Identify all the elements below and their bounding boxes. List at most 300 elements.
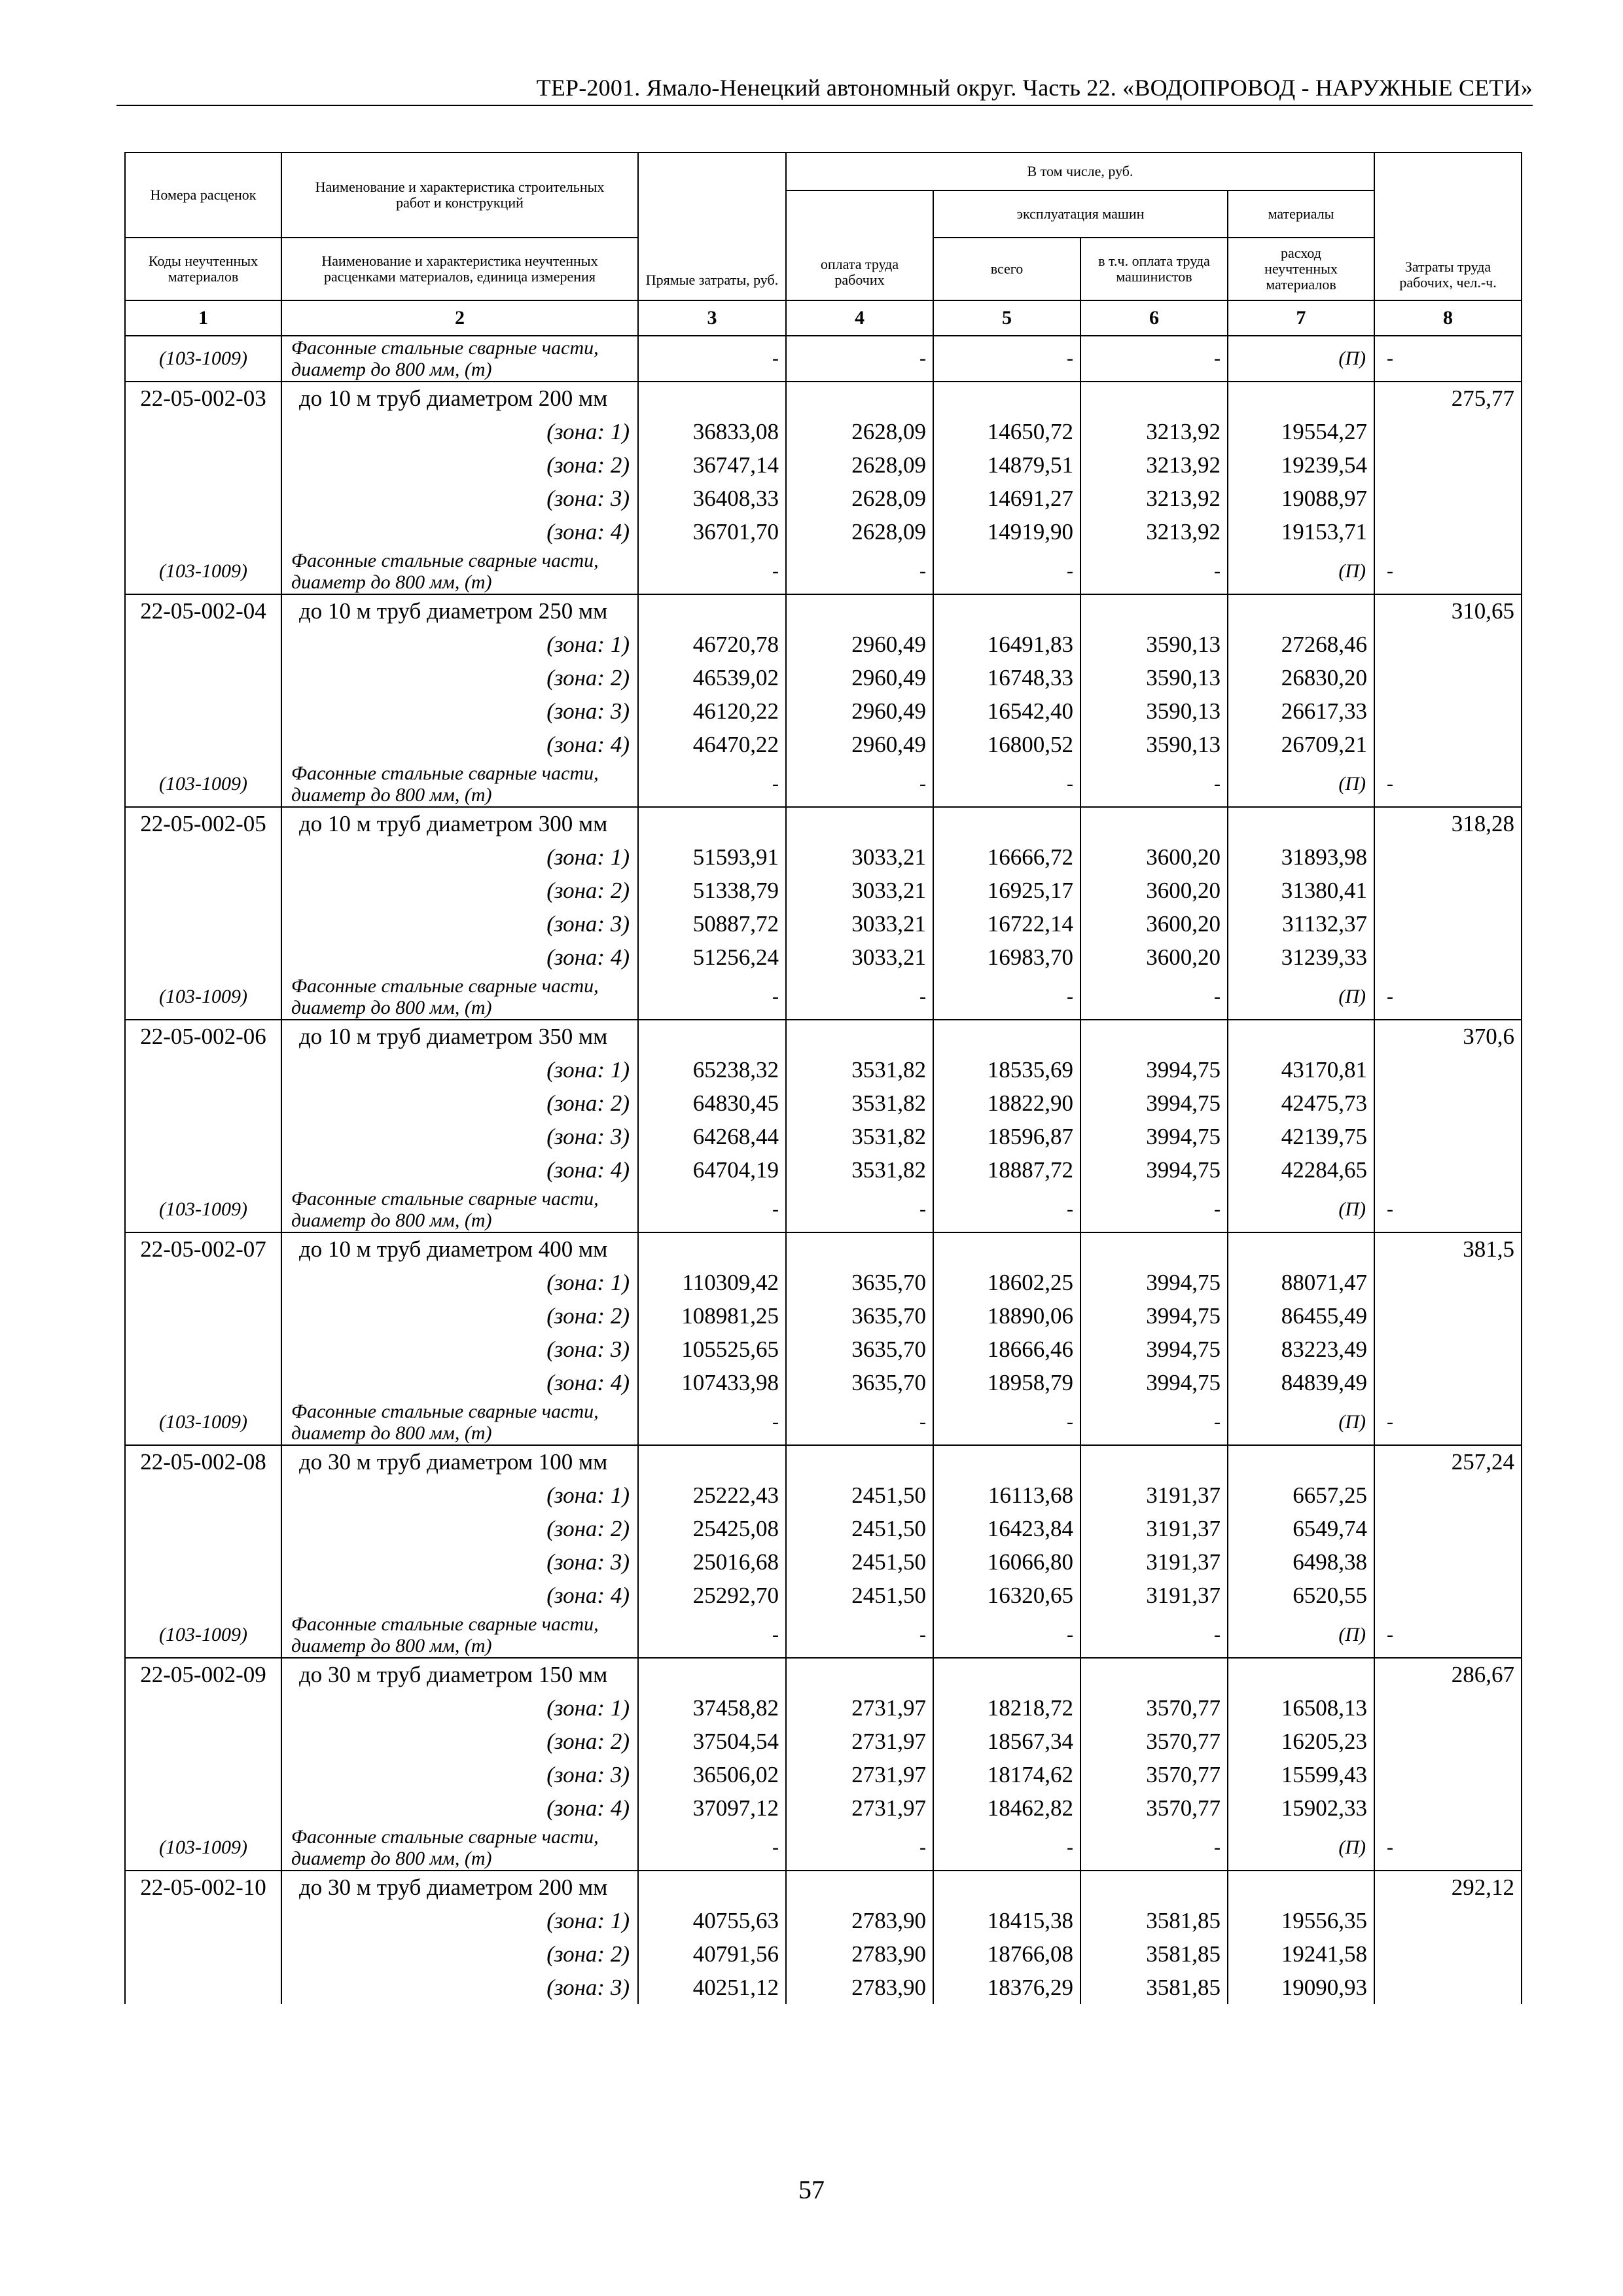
materials-cost: 6657,25 — [1228, 1479, 1374, 1512]
empty-cell — [1080, 1232, 1228, 1266]
wages-cost: 2960,49 — [786, 694, 933, 728]
machines-cost: 16542,40 — [933, 694, 1080, 728]
empty-cell — [1374, 874, 1522, 907]
zone-label: (зона: 1) — [281, 628, 638, 661]
empty-cell — [1374, 1479, 1522, 1512]
header-group-materials: материалы — [1228, 190, 1374, 238]
machinists-cost: 3590,13 — [1080, 694, 1228, 728]
empty-cell — [125, 1579, 281, 1612]
wages-cost: 3635,70 — [786, 1299, 933, 1333]
zone-row — [125, 941, 1522, 974]
machines-cost: 18958,79 — [933, 1366, 1080, 1399]
unaccounted-code: (103-1009) — [125, 1825, 281, 1871]
empty-cell — [125, 1937, 281, 1971]
zone-label: (зона: 2) — [281, 1937, 638, 1971]
direct-cost: 37504,54 — [638, 1725, 786, 1758]
header-col3: Прямые затраты, руб. — [638, 152, 786, 300]
direct-cost: 46470,22 — [638, 728, 786, 761]
zone-row — [125, 1971, 1522, 2004]
empty-cell — [125, 515, 281, 548]
empty-cell — [125, 661, 281, 694]
empty-cell — [1374, 1299, 1522, 1333]
machinists-cost: 3590,13 — [1080, 728, 1228, 761]
zone-row — [125, 874, 1522, 907]
machinists-cost: 3213,92 — [1080, 515, 1228, 548]
materials-cost: 83223,49 — [1228, 1333, 1374, 1366]
dash-cell: - — [786, 1187, 933, 1232]
rate-name: до 30 м труб диаметром 150 мм — [281, 1658, 638, 1691]
unaccounted-name: Фасонные стальные сварные части, диаметр до 800 мм, (т) — [281, 548, 638, 594]
direct-cost: 64830,45 — [638, 1086, 786, 1120]
materials-cost: 6520,55 — [1228, 1579, 1374, 1612]
materials-cost: 19241,58 — [1228, 1937, 1374, 1971]
empty-cell — [638, 1020, 786, 1053]
rate-title-row — [125, 1658, 1522, 1691]
zone-label: (зона: 2) — [281, 874, 638, 907]
materials-cost: 84839,49 — [1228, 1366, 1374, 1399]
empty-cell — [786, 382, 933, 415]
direct-cost: 51256,24 — [638, 941, 786, 974]
direct-cost: 51338,79 — [638, 874, 786, 907]
zone-label: (зона: 1) — [281, 1266, 638, 1299]
header-col1-bottom: Коды неучтенных материалов — [125, 238, 281, 300]
zone-row — [125, 1579, 1522, 1612]
materials-cost: 31893,98 — [1228, 840, 1374, 874]
direct-cost: 108981,25 — [638, 1299, 786, 1333]
zone-row — [125, 840, 1522, 874]
machinists-cost: 3994,75 — [1080, 1299, 1228, 1333]
dash-cell: - — [638, 1399, 786, 1445]
wages-cost: 2451,50 — [786, 1479, 933, 1512]
empty-cell — [125, 1053, 281, 1086]
empty-cell — [1228, 382, 1374, 415]
zone-label: (зона: 1) — [281, 840, 638, 874]
unaccounted-name: Фасонные стальные сварные части, диаметр до 800 мм, (т) — [281, 336, 638, 382]
empty-cell — [1374, 1791, 1522, 1825]
rate-title-row — [125, 1020, 1522, 1053]
empty-cell — [125, 1333, 281, 1366]
unaccounted-code: (103-1009) — [125, 548, 281, 594]
unaccounted-material-row — [125, 1187, 1522, 1232]
rate-code: 22-05-002-06 — [125, 1020, 281, 1053]
wages-cost: 2451,50 — [786, 1512, 933, 1545]
dash-cell: - — [786, 336, 933, 382]
machinists-cost: 3581,85 — [1080, 1904, 1228, 1937]
empty-cell — [1374, 840, 1522, 874]
zone-label: (зона: 4) — [281, 1791, 638, 1825]
empty-cell — [786, 1445, 933, 1479]
empty-cell — [1374, 1266, 1522, 1299]
dash-cell: - — [786, 1399, 933, 1445]
unaccounted-material-row — [125, 1612, 1522, 1658]
unaccounted-material-row — [125, 1399, 1522, 1445]
machines-cost: 18174,62 — [933, 1758, 1080, 1791]
labor-cost: 310,65 — [1374, 594, 1522, 628]
zone-row — [125, 661, 1522, 694]
materials-cost: 19153,71 — [1228, 515, 1374, 548]
empty-cell — [1374, 1086, 1522, 1120]
machines-cost: 18218,72 — [933, 1691, 1080, 1725]
empty-cell — [1080, 594, 1228, 628]
empty-cell — [1228, 1658, 1374, 1691]
wages-cost: 2783,90 — [786, 1937, 933, 1971]
machines-cost: 18462,82 — [933, 1791, 1080, 1825]
zone-row — [125, 1266, 1522, 1299]
unaccounted-material-row — [125, 761, 1522, 807]
machinists-cost: 3600,20 — [1080, 941, 1228, 974]
unaccounted-name: Фасонные стальные сварные части, диаметр до 800 мм, (т) — [281, 974, 638, 1020]
machines-cost: 14691,27 — [933, 482, 1080, 515]
wages-cost: 3033,21 — [786, 907, 933, 941]
empty-cell — [1228, 594, 1374, 628]
zone-row — [125, 1545, 1522, 1579]
zone-row — [125, 1299, 1522, 1333]
wages-cost: 3531,82 — [786, 1086, 933, 1120]
header-col8: Затраты труда рабочих, чел.-ч. — [1374, 152, 1522, 300]
zone-label: (зона: 3) — [281, 482, 638, 515]
wages-cost: 2628,09 — [786, 448, 933, 482]
wages-cost: 3033,21 — [786, 941, 933, 974]
wages-cost: 2451,50 — [786, 1545, 933, 1579]
labor-cost: 318,28 — [1374, 807, 1522, 840]
empty-cell — [1374, 661, 1522, 694]
dash-cell: - — [1080, 1187, 1228, 1232]
materials-cost: 26617,33 — [1228, 694, 1374, 728]
dash-cell: - — [638, 336, 786, 382]
empty-cell — [125, 1366, 281, 1399]
dash-cell: - — [786, 548, 933, 594]
rate-name: до 10 м труб диаметром 300 мм — [281, 807, 638, 840]
empty-cell — [933, 1020, 1080, 1053]
rate-title-row — [125, 1871, 1522, 1904]
machines-cost: 16722,14 — [933, 907, 1080, 941]
wages-cost: 2960,49 — [786, 661, 933, 694]
empty-cell — [1080, 1871, 1228, 1904]
empty-cell — [933, 382, 1080, 415]
direct-cost: 25292,70 — [638, 1579, 786, 1612]
dash-cell: - — [933, 548, 1080, 594]
unaccounted-material-row — [125, 974, 1522, 1020]
unaccounted-material-row — [125, 548, 1522, 594]
unaccounted-code: (103-1009) — [125, 1612, 281, 1658]
column-number: 8 — [1374, 300, 1522, 336]
empty-cell — [1228, 1445, 1374, 1479]
empty-cell — [125, 1512, 281, 1545]
dash-cell: - — [933, 1399, 1080, 1445]
header-col2-top: Наименование и характеристика строительных работ и конструкций — [281, 152, 638, 238]
empty-cell — [125, 1479, 281, 1512]
rate-code: 22-05-002-09 — [125, 1658, 281, 1691]
machines-cost: 16320,65 — [933, 1579, 1080, 1612]
zone-label: (зона: 2) — [281, 1725, 638, 1758]
machinists-cost: 3994,75 — [1080, 1153, 1228, 1187]
direct-cost: 37097,12 — [638, 1791, 786, 1825]
unaccounted-name: Фасонные стальные сварные части, диаметр до 800 мм, (т) — [281, 1612, 638, 1658]
zone-row — [125, 482, 1522, 515]
zone-label: (зона: 2) — [281, 448, 638, 482]
empty-cell — [1374, 628, 1522, 661]
wages-cost: 3531,82 — [786, 1120, 933, 1153]
zone-label: (зона: 3) — [281, 1758, 638, 1791]
dash-cell: - — [638, 761, 786, 807]
zone-row — [125, 1512, 1522, 1545]
zone-label: (зона: 1) — [281, 1053, 638, 1086]
machinists-cost: 3191,37 — [1080, 1479, 1228, 1512]
machinists-cost: 3191,37 — [1080, 1545, 1228, 1579]
empty-cell — [125, 1725, 281, 1758]
empty-cell — [125, 1758, 281, 1791]
empty-cell — [1374, 1937, 1522, 1971]
wages-cost: 3033,21 — [786, 840, 933, 874]
empty-cell — [786, 1658, 933, 1691]
empty-cell — [1080, 382, 1228, 415]
dash-cell: - — [1080, 336, 1228, 382]
empty-cell — [125, 907, 281, 941]
direct-cost: 50887,72 — [638, 907, 786, 941]
empty-cell — [125, 628, 281, 661]
empty-cell — [1374, 941, 1522, 974]
rate-name: до 10 м труб диаметром 400 мм — [281, 1232, 638, 1266]
machines-cost: 16925,17 — [933, 874, 1080, 907]
empty-cell — [1374, 1366, 1522, 1399]
materials-cost: 88071,47 — [1228, 1266, 1374, 1299]
empty-cell — [1374, 1691, 1522, 1725]
unit-cell: (П) — [1228, 1612, 1374, 1658]
materials-cost: 42284,65 — [1228, 1153, 1374, 1187]
direct-cost: 40791,56 — [638, 1937, 786, 1971]
zone-row — [125, 694, 1522, 728]
empty-cell — [1374, 1758, 1522, 1791]
rate-code: 22-05-002-08 — [125, 1445, 281, 1479]
machinists-cost: 3590,13 — [1080, 661, 1228, 694]
column-number: 6 — [1080, 300, 1228, 336]
machines-cost: 18887,72 — [933, 1153, 1080, 1187]
zone-label: (зона: 3) — [281, 1120, 638, 1153]
zone-row — [125, 1333, 1522, 1366]
direct-cost: 64704,19 — [638, 1153, 786, 1187]
zone-row — [125, 515, 1522, 548]
empty-cell — [1374, 1053, 1522, 1086]
empty-cell — [1374, 1545, 1522, 1579]
empty-cell — [933, 1445, 1080, 1479]
empty-cell — [638, 807, 786, 840]
labor-cost: 275,77 — [1374, 382, 1522, 415]
dash-cell: - — [1374, 1612, 1522, 1658]
zone-row — [125, 415, 1522, 448]
empty-cell — [125, 1299, 281, 1333]
machinists-cost: 3600,20 — [1080, 840, 1228, 874]
materials-cost: 42475,73 — [1228, 1086, 1374, 1120]
wages-cost: 3531,82 — [786, 1053, 933, 1086]
empty-cell — [1374, 907, 1522, 941]
materials-cost: 19554,27 — [1228, 415, 1374, 448]
materials-cost: 31380,41 — [1228, 874, 1374, 907]
empty-cell — [638, 594, 786, 628]
column-number: 3 — [638, 300, 786, 336]
empty-cell — [125, 1266, 281, 1299]
dash-cell: - — [1080, 761, 1228, 807]
dash-cell: - — [638, 974, 786, 1020]
direct-cost: 36833,08 — [638, 415, 786, 448]
zone-label: (зона: 2) — [281, 1299, 638, 1333]
machinists-cost: 3994,75 — [1080, 1333, 1228, 1366]
zone-label: (зона: 4) — [281, 1579, 638, 1612]
wages-cost: 2783,90 — [786, 1904, 933, 1937]
direct-cost: 51593,91 — [638, 840, 786, 874]
materials-cost: 43170,81 — [1228, 1053, 1374, 1086]
direct-cost: 36747,14 — [638, 448, 786, 482]
rate-name: до 30 м труб диаметром 100 мм — [281, 1445, 638, 1479]
table-body — [125, 336, 1522, 2004]
empty-cell — [125, 941, 281, 974]
materials-cost: 19239,54 — [1228, 448, 1374, 482]
zone-row — [125, 1086, 1522, 1120]
zone-label: (зона: 2) — [281, 661, 638, 694]
empty-cell — [1080, 1020, 1228, 1053]
empty-cell — [1374, 1333, 1522, 1366]
dash-cell: - — [638, 548, 786, 594]
header-rule — [116, 105, 1533, 106]
dash-cell: - — [786, 761, 933, 807]
zone-row — [125, 1758, 1522, 1791]
wages-cost: 2628,09 — [786, 515, 933, 548]
machines-cost: 18567,34 — [933, 1725, 1080, 1758]
unaccounted-code: (103-1009) — [125, 1187, 281, 1232]
machinists-cost: 3581,85 — [1080, 1971, 1228, 2004]
machinists-cost: 3570,77 — [1080, 1725, 1228, 1758]
header-group-incl: В том числе, руб. — [786, 152, 1374, 190]
direct-cost: 65238,32 — [638, 1053, 786, 1086]
column-number: 1 — [125, 300, 281, 336]
rate-title-row — [125, 382, 1522, 415]
empty-cell — [125, 840, 281, 874]
unit-cell: (П) — [1228, 761, 1374, 807]
empty-cell — [125, 1691, 281, 1725]
zone-label: (зона: 4) — [281, 515, 638, 548]
machines-cost: 16983,70 — [933, 941, 1080, 974]
empty-cell — [1374, 415, 1522, 448]
machines-cost: 16423,84 — [933, 1512, 1080, 1545]
dash-cell: - — [786, 1825, 933, 1871]
header-col2-bottom: Наименование и характеристика неучтенных расценками материалов, единица измерения — [281, 238, 638, 300]
machinists-cost: 3590,13 — [1080, 628, 1228, 661]
direct-cost: 36408,33 — [638, 482, 786, 515]
zone-label: (зона: 3) — [281, 907, 638, 941]
machinists-cost: 3581,85 — [1080, 1937, 1228, 1971]
dash-cell: - — [933, 1825, 1080, 1871]
materials-cost: 16508,13 — [1228, 1691, 1374, 1725]
empty-cell — [1228, 1871, 1374, 1904]
dash-cell: - — [638, 1612, 786, 1658]
zone-label: (зона: 4) — [281, 1153, 638, 1187]
zone-row — [125, 628, 1522, 661]
wages-cost: 2960,49 — [786, 728, 933, 761]
zone-row — [125, 1791, 1522, 1825]
zone-label: (зона: 2) — [281, 1086, 638, 1120]
direct-cost: 46720,78 — [638, 628, 786, 661]
empty-cell — [1374, 1120, 1522, 1153]
machines-cost: 16748,33 — [933, 661, 1080, 694]
empty-cell — [1228, 807, 1374, 840]
empty-cell — [638, 1445, 786, 1479]
direct-cost: 37458,82 — [638, 1691, 786, 1725]
empty-cell — [933, 807, 1080, 840]
machinists-cost: 3600,20 — [1080, 874, 1228, 907]
rate-title-row — [125, 1232, 1522, 1266]
direct-cost: 46539,02 — [638, 661, 786, 694]
machines-cost: 16800,52 — [933, 728, 1080, 761]
materials-cost: 15902,33 — [1228, 1791, 1374, 1825]
wages-cost: 2451,50 — [786, 1579, 933, 1612]
empty-cell — [125, 448, 281, 482]
unaccounted-code: (103-1009) — [125, 761, 281, 807]
rate-code: 22-05-002-07 — [125, 1232, 281, 1266]
zone-label: (зона: 3) — [281, 694, 638, 728]
empty-cell — [1228, 1020, 1374, 1053]
empty-cell — [786, 1871, 933, 1904]
direct-cost: 40755,63 — [638, 1904, 786, 1937]
dash-cell: - — [933, 974, 1080, 1020]
empty-cell — [638, 1232, 786, 1266]
unit-cell: (П) — [1228, 1399, 1374, 1445]
empty-cell — [933, 1658, 1080, 1691]
column-number: 4 — [786, 300, 933, 336]
empty-cell — [125, 1545, 281, 1579]
zone-label: (зона: 4) — [281, 1366, 638, 1399]
zone-row — [125, 1479, 1522, 1512]
dash-cell: - — [1374, 974, 1522, 1020]
empty-cell — [1374, 1153, 1522, 1187]
empty-cell — [933, 594, 1080, 628]
materials-cost: 27268,46 — [1228, 628, 1374, 661]
unaccounted-code: (103-1009) — [125, 974, 281, 1020]
rate-code: 22-05-002-04 — [125, 594, 281, 628]
zone-label: (зона: 4) — [281, 728, 638, 761]
empty-cell — [1374, 694, 1522, 728]
direct-cost: 25016,68 — [638, 1545, 786, 1579]
zone-label: (зона: 1) — [281, 1904, 638, 1937]
empty-cell — [1080, 1445, 1228, 1479]
machinists-cost: 3570,77 — [1080, 1758, 1228, 1791]
direct-cost: 36701,70 — [638, 515, 786, 548]
rate-title-row — [125, 1445, 1522, 1479]
empty-cell — [1374, 1512, 1522, 1545]
machinists-cost: 3600,20 — [1080, 907, 1228, 941]
zone-row — [125, 1691, 1522, 1725]
wages-cost: 3635,70 — [786, 1266, 933, 1299]
wages-cost: 3531,82 — [786, 1153, 933, 1187]
dash-cell: - — [638, 1825, 786, 1871]
empty-cell — [1374, 515, 1522, 548]
empty-cell — [125, 482, 281, 515]
materials-cost: 6549,74 — [1228, 1512, 1374, 1545]
unaccounted-name: Фасонные стальные сварные части, диаметр до 800 мм, (т) — [281, 1825, 638, 1871]
header-col5: всего — [933, 238, 1080, 300]
materials-cost: 26830,20 — [1228, 661, 1374, 694]
dash-cell: - — [786, 1612, 933, 1658]
machinists-cost: 3994,75 — [1080, 1053, 1228, 1086]
machinists-cost: 3213,92 — [1080, 448, 1228, 482]
wages-cost: 2628,09 — [786, 482, 933, 515]
rate-name: до 10 м труб диаметром 250 мм — [281, 594, 638, 628]
direct-cost: 25425,08 — [638, 1512, 786, 1545]
direct-cost: 40251,12 — [638, 1971, 786, 2004]
dash-cell: - — [1374, 1399, 1522, 1445]
unit-cell: (П) — [1228, 1187, 1374, 1232]
unit-cell: (П) — [1228, 336, 1374, 382]
empty-cell — [125, 1904, 281, 1937]
empty-cell — [1374, 482, 1522, 515]
